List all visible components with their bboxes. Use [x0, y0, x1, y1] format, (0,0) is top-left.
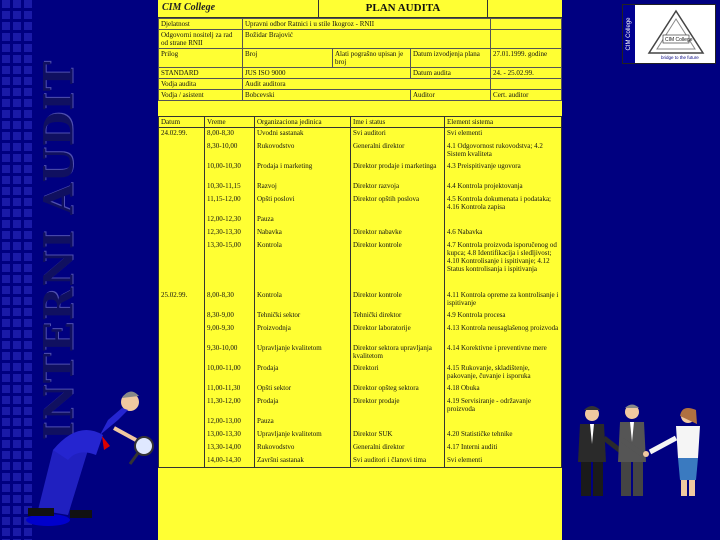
info-label: Prilog: [159, 49, 243, 68]
schedule-header-row: [159, 117, 562, 128]
schedule-time-cell: 9,30-10,00: [205, 343, 255, 363]
schedule-element-cell: 4.5 Kontrola dokumenata i podataka; 4.16 Kontrola zapisa: [445, 194, 562, 214]
schedule-row: [159, 363, 562, 383]
schedule-date-cell: [159, 396, 205, 416]
schedule-date-cell: [159, 455, 205, 468]
schedule-person-cell: Direktori: [351, 363, 445, 383]
schedule-time-cell: 10,00-10,30: [205, 161, 255, 181]
info-row: [159, 90, 562, 101]
schedule-unit-cell: Kontrola: [255, 290, 351, 310]
schedule-time-cell: 11,15-12,00: [205, 194, 255, 214]
schedule-person-cell: [351, 214, 445, 227]
schedule-person-cell: Direktor prodaje: [351, 396, 445, 416]
schedule-date-cell: 24.02.99.: [159, 128, 205, 141]
schedule-row: [159, 416, 562, 429]
info-label: Auditor: [411, 90, 491, 101]
schedule-person-cell: Svi auditori: [351, 128, 445, 141]
schedule-unit-cell: Završni sastanak: [255, 455, 351, 468]
schedule-row: [159, 429, 562, 442]
schedule-element-cell: 4.3 Preispitivanje ugovora: [445, 161, 562, 181]
business-handshake-illustration: [570, 400, 718, 500]
schedule-unit-cell: Opšti sektor: [255, 383, 351, 396]
schedule-person-cell: Direktor razvoja: [351, 181, 445, 194]
info-row: [159, 19, 562, 30]
schedule-time-cell: 11,30-12,00: [205, 396, 255, 416]
schedule-date-cell: 25.02.99.: [159, 290, 205, 310]
schedule-element-cell: 4.20 Statističke tehnike: [445, 429, 562, 442]
info-label: STANDARD: [159, 68, 243, 79]
schedule-element-cell: [445, 416, 562, 429]
info-value: 27.01.1999. godine: [491, 49, 562, 68]
info-value: Alati pograšno upisan je broj: [333, 49, 411, 68]
schedule-person-cell: Direktor SUK: [351, 429, 445, 442]
column-header: Ime i status: [351, 117, 445, 128]
info-value: Upravni odbor Ratnici i u stile Ikogroz - RNII: [243, 19, 491, 30]
schedule-time-cell: 9,00-9,30: [205, 323, 255, 343]
schedule-person-cell: Direktor kontrole: [351, 290, 445, 310]
audit-info-table: [158, 18, 562, 101]
schedule-time-cell: 13,00-13,30: [205, 429, 255, 442]
schedule-row: [159, 290, 562, 310]
slide-title-text: INTERNI AUDIT: [35, 59, 83, 441]
schedule-person-cell: Svi auditori i članovi tima: [351, 455, 445, 468]
schedule-element-cell: 4.11 Kontrola opreme za kontrolisanje i ispitivanje: [445, 290, 562, 310]
schedule-element-cell: 4.14 Korektivne i preventivne mere: [445, 343, 562, 363]
schedule-person-cell: Direktor laboratorije: [351, 323, 445, 343]
auditor-figure-illustration: [18, 380, 158, 530]
schedule-element-cell: Svi elementi: [445, 455, 562, 468]
schedule-unit-cell: Rukovodstvo: [255, 442, 351, 455]
info-label: Datum izvodjenja plana: [411, 49, 491, 68]
schedule-person-cell: Tehnički direktor: [351, 310, 445, 323]
schedule-person-cell: Direktor opštih poslova: [351, 194, 445, 214]
schedule-row: [159, 455, 562, 468]
schedule-row: [159, 442, 562, 455]
info-value: Audit auditora: [243, 79, 491, 90]
schedule-date-cell: [159, 227, 205, 240]
schedule-date-cell: [159, 194, 205, 214]
schedule-row: [159, 310, 562, 323]
logo-tagline: bridge to the future: [661, 55, 699, 60]
info-label: Datum audita: [411, 68, 491, 79]
schedule-time-cell: 10,30-11,15: [205, 181, 255, 194]
audit-schedule-table: [158, 116, 562, 468]
schedule-time-cell: 8,00-8,30: [205, 290, 255, 310]
info-row: [159, 68, 562, 79]
schedule-row: [159, 181, 562, 194]
schedule-date-cell: [159, 442, 205, 455]
column-header: Element sistema: [445, 117, 562, 128]
schedule-unit-cell: Prodaja i marketing: [255, 161, 351, 181]
schedule-row: [159, 383, 562, 396]
document-title: PLAN AUDITA: [318, 0, 488, 17]
schedule-row: [159, 227, 562, 240]
info-value: Cert. auditor: [491, 90, 562, 101]
schedule-row: [159, 141, 562, 161]
schedule-element-cell: [445, 214, 562, 227]
info-value: Broj: [243, 49, 333, 68]
schedule-person-cell: Direktor sektora upravljanja kvalitetom: [351, 343, 445, 363]
schedule-row: [159, 396, 562, 416]
info-value: JUS ISO 9000: [243, 68, 411, 79]
logo-inner-text: CIM College: [665, 37, 693, 43]
schedule-unit-cell: Kontrola: [255, 240, 351, 290]
info-value: Bobcevski: [243, 90, 411, 101]
schedule-row: [159, 128, 562, 141]
schedule-person-cell: Direktor kontrole: [351, 240, 445, 290]
schedule-date-cell: [159, 181, 205, 194]
schedule-time-cell: 13,30-14,00: [205, 442, 255, 455]
schedule-unit-cell: Nabavka: [255, 227, 351, 240]
schedule-time-cell: 8,00-8,30: [205, 128, 255, 141]
schedule-element-cell: 4.15 Rukovanje, skladištenje, pakovanje, čuvanje i isporuka: [445, 363, 562, 383]
audit-plan-document: [158, 0, 562, 540]
schedule-unit-cell: Razvoj: [255, 181, 351, 194]
schedule-unit-cell: Prodaja: [255, 396, 351, 416]
schedule-time-cell: 8,30-9,00: [205, 310, 255, 323]
info-label: Vodja audita: [159, 79, 243, 90]
schedule-date-cell: [159, 141, 205, 161]
schedule-time-cell: 12,00-12,30: [205, 214, 255, 227]
schedule-element-cell: Svi elementi: [445, 128, 562, 141]
column-header: Vreme: [205, 117, 255, 128]
schedule-unit-cell: Upravljanje kvalitetom: [255, 429, 351, 442]
schedule-element-cell: 4.6 Nabavka: [445, 227, 562, 240]
schedule-unit-cell: Opšti poslovi: [255, 194, 351, 214]
schedule-date-cell: [159, 323, 205, 343]
schedule-date-cell: [159, 416, 205, 429]
schedule-date-cell: [159, 240, 205, 290]
info-value: 24. - 25.02.99.: [491, 68, 562, 79]
schedule-element-cell: 4.17 Interni auditi: [445, 442, 562, 455]
info-row: [159, 30, 562, 49]
schedule-unit-cell: Proizvodnja: [255, 323, 351, 343]
info-row: [159, 49, 562, 68]
organization-name: CIM College: [162, 2, 216, 13]
schedule-unit-cell: Prodaja: [255, 363, 351, 383]
column-header: Organizaciona jedinica: [255, 117, 351, 128]
info-label: Djelatnost: [159, 19, 243, 30]
schedule-element-cell: 4.13 Kontrola neusaglašenog proizvoda: [445, 323, 562, 343]
schedule-date-cell: [159, 363, 205, 383]
schedule-unit-cell: Tehnički sektor: [255, 310, 351, 323]
schedule-element-cell: 4.4 Kontrola projektovanja: [445, 181, 562, 194]
schedule-row: [159, 194, 562, 214]
schedule-date-cell: [159, 161, 205, 181]
schedule-date-cell: [159, 214, 205, 227]
schedule-row: [159, 161, 562, 181]
schedule-person-cell: Generalni direktor: [351, 141, 445, 161]
schedule-person-cell: Direktor nabavke: [351, 227, 445, 240]
schedule-element-cell: 4.1 Odgovornost rukovodstva; 4.2 Sistem kvaliteta: [445, 141, 562, 161]
schedule-element-cell: 4.9 Kontrola procesa: [445, 310, 562, 323]
schedule-time-cell: 8,30-10,00: [205, 141, 255, 161]
schedule-element-cell: 4.7 Kontrola proizvoda isporučenog od kupca; 4.8 Identifikacija i sledljivost; 4.10 Kontrolisanje i ispitivanje; 4.12 Status kontrolisanja i ispitivanja: [445, 240, 562, 290]
schedule-row: [159, 343, 562, 363]
schedule-unit-cell: Pauza: [255, 214, 351, 227]
schedule-time-cell: 11,00-11,30: [205, 383, 255, 396]
document-header: [158, 0, 562, 18]
triangle-logo-icon: [647, 9, 705, 55]
schedule-element-cell: 4.19 Servisiranje - održavanje proizvoda: [445, 396, 562, 416]
schedule-unit-cell: Upravljanje kvalitetom: [255, 343, 351, 363]
column-header: Datum: [159, 117, 205, 128]
schedule-row: [159, 214, 562, 227]
schedule-unit-cell: Pauza: [255, 416, 351, 429]
schedule-time-cell: 12,00-13,00: [205, 416, 255, 429]
schedule-date-cell: [159, 310, 205, 323]
schedule-time-cell: 12,30-13,30: [205, 227, 255, 240]
schedule-date-cell: [159, 383, 205, 396]
schedule-row: [159, 323, 562, 343]
schedule-row: [159, 240, 562, 290]
info-label: Odgovorni nositelj za rad od strane RNII: [159, 30, 243, 49]
info-row: [159, 79, 562, 90]
schedule-person-cell: Generalni direktor: [351, 442, 445, 455]
schedule-unit-cell: Uvodni sastanak: [255, 128, 351, 141]
info-label: Vodja / asistent: [159, 90, 243, 101]
schedule-person-cell: Direktor prodaje i marketinga: [351, 161, 445, 181]
schedule-time-cell: 10,00-11,00: [205, 363, 255, 383]
schedule-person-cell: [351, 416, 445, 429]
schedule-element-cell: 4.18 Obuka: [445, 383, 562, 396]
schedule-date-cell: [159, 343, 205, 363]
schedule-time-cell: 13,30-15,00: [205, 240, 255, 290]
schedule-person-cell: Direktor opšteg sektora: [351, 383, 445, 396]
info-value: Božidar Brajović: [243, 30, 491, 49]
schedule-unit-cell: Rukovodstvo: [255, 141, 351, 161]
college-logo: [622, 4, 716, 64]
schedule-time-cell: 14,00-14,30: [205, 455, 255, 468]
logo-side-text: CIM College: [626, 17, 632, 51]
schedule-date-cell: [159, 429, 205, 442]
